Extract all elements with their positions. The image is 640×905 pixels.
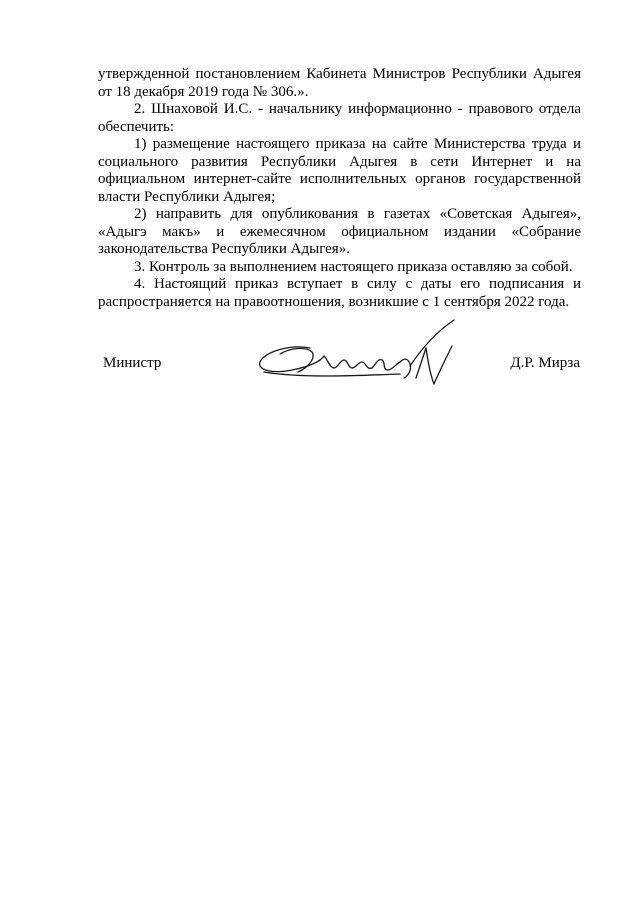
document-body <box>98 66 581 311</box>
handwritten-signature <box>250 318 470 398</box>
paragraph-item-2-1: 1) размещение настоящего приказа на сайте Министерства труда и социального развития Республики Адыгея в сети Интернет и на официальном интернет-сайте исполнительных органов государственной власти Республики Адыгея; <box>98 136 581 205</box>
paragraph-item-4: 4. Настоящий приказ вступает в силу с даты его подписания и распространяется на правоотношения, возникшие с 1 сентября 2022 года. <box>98 276 581 310</box>
paragraph-item-2-2: 2) направить для опубликования в газетах «Советская Адыгея», «Адыгэ макъ» и ежемесячном официальном издании «Собрание законодательства Республики Адыгея». <box>98 206 581 257</box>
signatory-title: Министр <box>103 355 162 371</box>
signature-block <box>0 318 640 398</box>
signatory-name: Д.Р. Мирза <box>510 355 580 371</box>
paragraph-continuation: утвержденной постановлением Кабинета Министров Республики Адыгея от 18 декабря 2019 года № 306.». <box>98 66 581 100</box>
paragraph-item-3: 3. Контроль за выполнением настоящего приказа оставляю за собой. <box>134 258 573 275</box>
paragraph-item-2: 2. Шнаховой И.С. - начальнику информационно - правового отдела обеспечить: <box>98 101 581 135</box>
